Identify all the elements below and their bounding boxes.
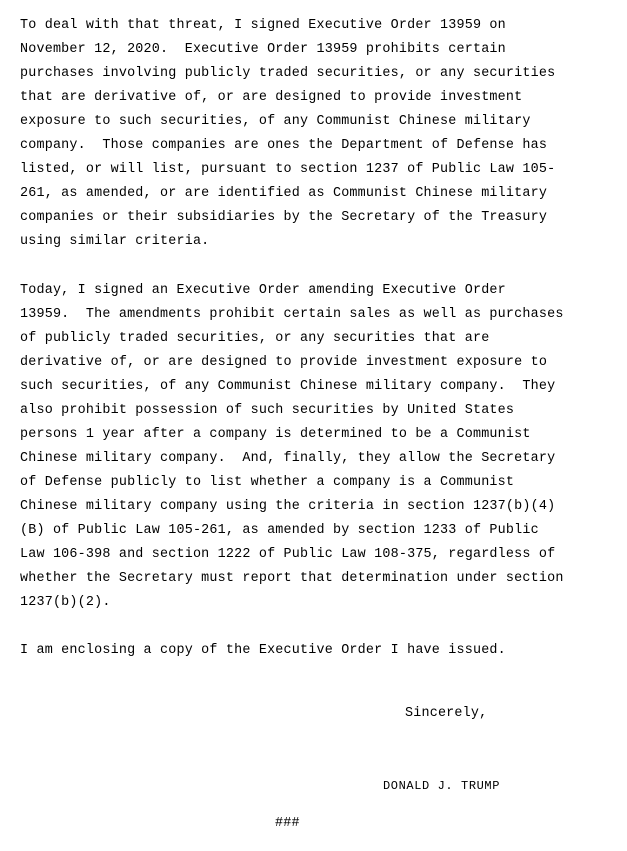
text-line: listed, or will list, pursuant to section 1237 of Public Law 105- [20, 162, 556, 177]
text-line: using similar criteria. [20, 234, 210, 249]
text-line: (B) of Public Law 105-261, as amended by section 1233 of Public [20, 523, 539, 538]
text-line: November 12, 2020. Executive Order 13959 prohibits certain [20, 42, 506, 57]
text-line: persons 1 year after a company is determined to be a Communist [20, 427, 531, 442]
text-line: purchases involving publicly traded securities, or any securities [20, 66, 556, 81]
text-line: companies or their subsidiaries by the Secretary of the Treasury [20, 210, 548, 225]
text-line: whether the Secretary must report that determination under section [20, 571, 564, 586]
paragraph-amendments [20, 279, 564, 615]
paragraph-executive-order-13959 [20, 14, 555, 254]
end-of-document-mark: ### [275, 816, 300, 831]
text-line: derivative of, or are designed to provide investment exposure to [20, 355, 548, 370]
text-line: 1237(b)(2). [20, 595, 111, 610]
text-line: of publicly traded securities, or any securities that are [20, 331, 490, 346]
closing-salutation: Sincerely, [405, 706, 488, 721]
signature-name: DONALD J. TRUMP [383, 779, 501, 793]
text-line: Chinese military company using the criteria in section 1237(b)(4) [20, 499, 556, 514]
text-line: Today, I signed an Executive Order amending Executive Order [20, 283, 506, 298]
text-line: Law 106-398 and section 1222 of Public Law 108-375, regardless of [20, 547, 556, 562]
text-line: 261, as amended, or are identified as Communist Chinese military [20, 186, 548, 201]
text-line: To deal with that threat, I signed Executive Order 13959 on [20, 18, 506, 33]
text-line: Chinese military company. And, finally, they allow the Secretary [20, 451, 556, 466]
text-line: that are derivative of, or are designed to provide investment [20, 90, 523, 105]
text-line: company. Those companies are ones the Department of Defense has [20, 138, 548, 153]
paragraph-enclosure [20, 639, 506, 663]
text-line: of Defense publicly to list whether a company is a Communist [20, 475, 515, 490]
text-line: such securities, of any Communist Chinese military company. They [20, 379, 556, 394]
text-line: 13959. The amendments prohibit certain sales as well as purchases [20, 307, 564, 322]
text-line: also prohibit possession of such securities by United States [20, 403, 515, 418]
text-line: I am enclosing a copy of the Executive Order I have issued. [20, 643, 506, 658]
text-line: exposure to such securities, of any Communist Chinese military [20, 114, 531, 129]
